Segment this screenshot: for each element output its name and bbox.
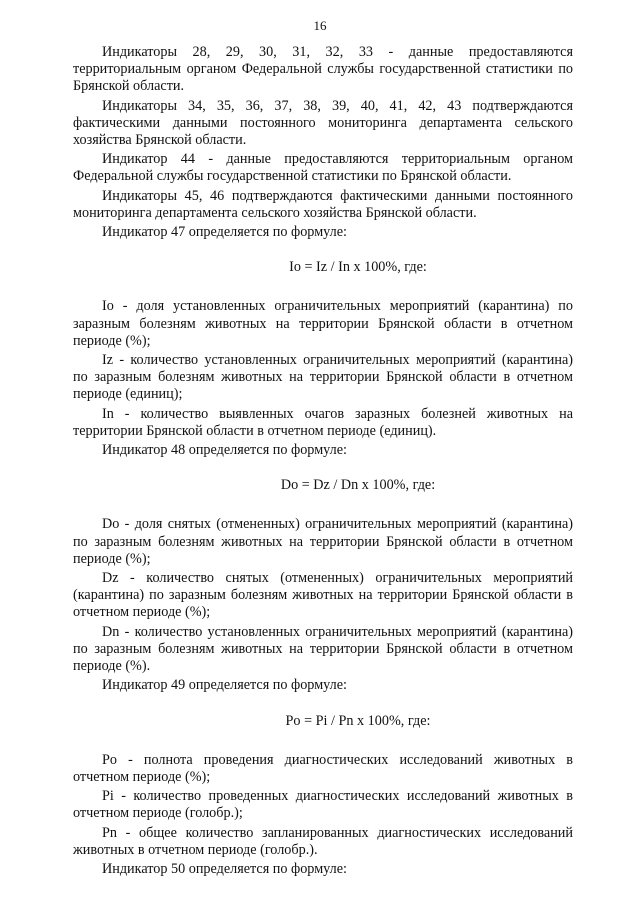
paragraph-indicator-44: Индикатор 44 - данные предоставляются территориальным органом Федеральной службы государственной статистики по Брянской области. — [73, 151, 573, 185]
definition-pi: Pi - количество проведенных диагностических исследований животных в отчетном периоде (голобр.); — [73, 788, 573, 822]
paragraph-indicator-49-intro: Индикатор 49 определяется по формуле: — [102, 677, 347, 694]
paragraph-indicator-50-intro: Индикатор 50 определяется по формуле: — [102, 860, 347, 877]
definition-iz: Iz - количество установленных ограничительных мероприятий (карантина) по заразным болезням животных на территории Брянской области в отчетном периоде (единиц); — [73, 352, 573, 403]
document-body — [73, 44, 573, 880]
page-number: 16 — [313, 18, 327, 33]
paragraph-indicator-47-intro: Индикатор 47 определяется по формуле: — [102, 224, 347, 241]
definition-do: Do - доля снятых (отмененных) ограничительных мероприятий (карантина) по заразным болезням животных на территории Брянской области в отчетном периоде (%); — [73, 516, 573, 567]
definition-io: Io - доля установленных ограничительных мероприятий (карантина) по заразным болезням животных на территории Брянской области в отчетном периоде (%); — [73, 298, 573, 349]
formula-47: Io = Iz / In x 100%, где: — [289, 259, 427, 276]
paragraph-indicators-28-33: Индикаторы 28, 29, 30, 31, 32, 33 - данные предоставляются территориальным органом Федеральной службы государственной статистики по Брянской области. — [73, 44, 573, 95]
paragraph-indicators-45-46: Индикаторы 45, 46 подтверждаются фактическими данными постоянного мониторинга департамента сельского хозяйства Брянской области. — [73, 187, 573, 221]
definition-po: Po - полнота проведения диагностических исследований животных в отчетном периоде (%); — [73, 751, 573, 785]
definition-pn: Pn - общее количество запланированных диагностических исследований животных в отчетном периоде (голобр.). — [73, 824, 573, 858]
definition-dn: Dn - количество установленных ограничительных мероприятий (карантина) по заразным болезням животных на территории Брянской области в отчетном периоде (%). — [73, 623, 573, 675]
paragraph-indicators-34-43: Индикаторы 34, 35, 36, 37, 38, 39, 40, 41, 42, 43 подтверждаются фактическими данными постоянного мониторинга департамента сельского хозяйства Брянской области. — [73, 97, 573, 149]
definition-dz: Dz - количество снятых (отмененных) ограничительных мероприятий (карантина) по заразным болезням животных на территории Брянской области в отчетном периоде (%); — [73, 570, 573, 621]
paragraph-indicator-48-intro: Индикатор 48 определяется по формуле: — [102, 442, 347, 459]
definition-in: In - количество выявленных очагов заразных болезней животных на территории Брянской области в отчетном периоде (единиц). — [73, 405, 573, 439]
formula-48: Do = Dz / Dn x 100%, где: — [280, 477, 436, 494]
formula-49: Po = Pi / Pn x 100%, где: — [285, 712, 431, 729]
